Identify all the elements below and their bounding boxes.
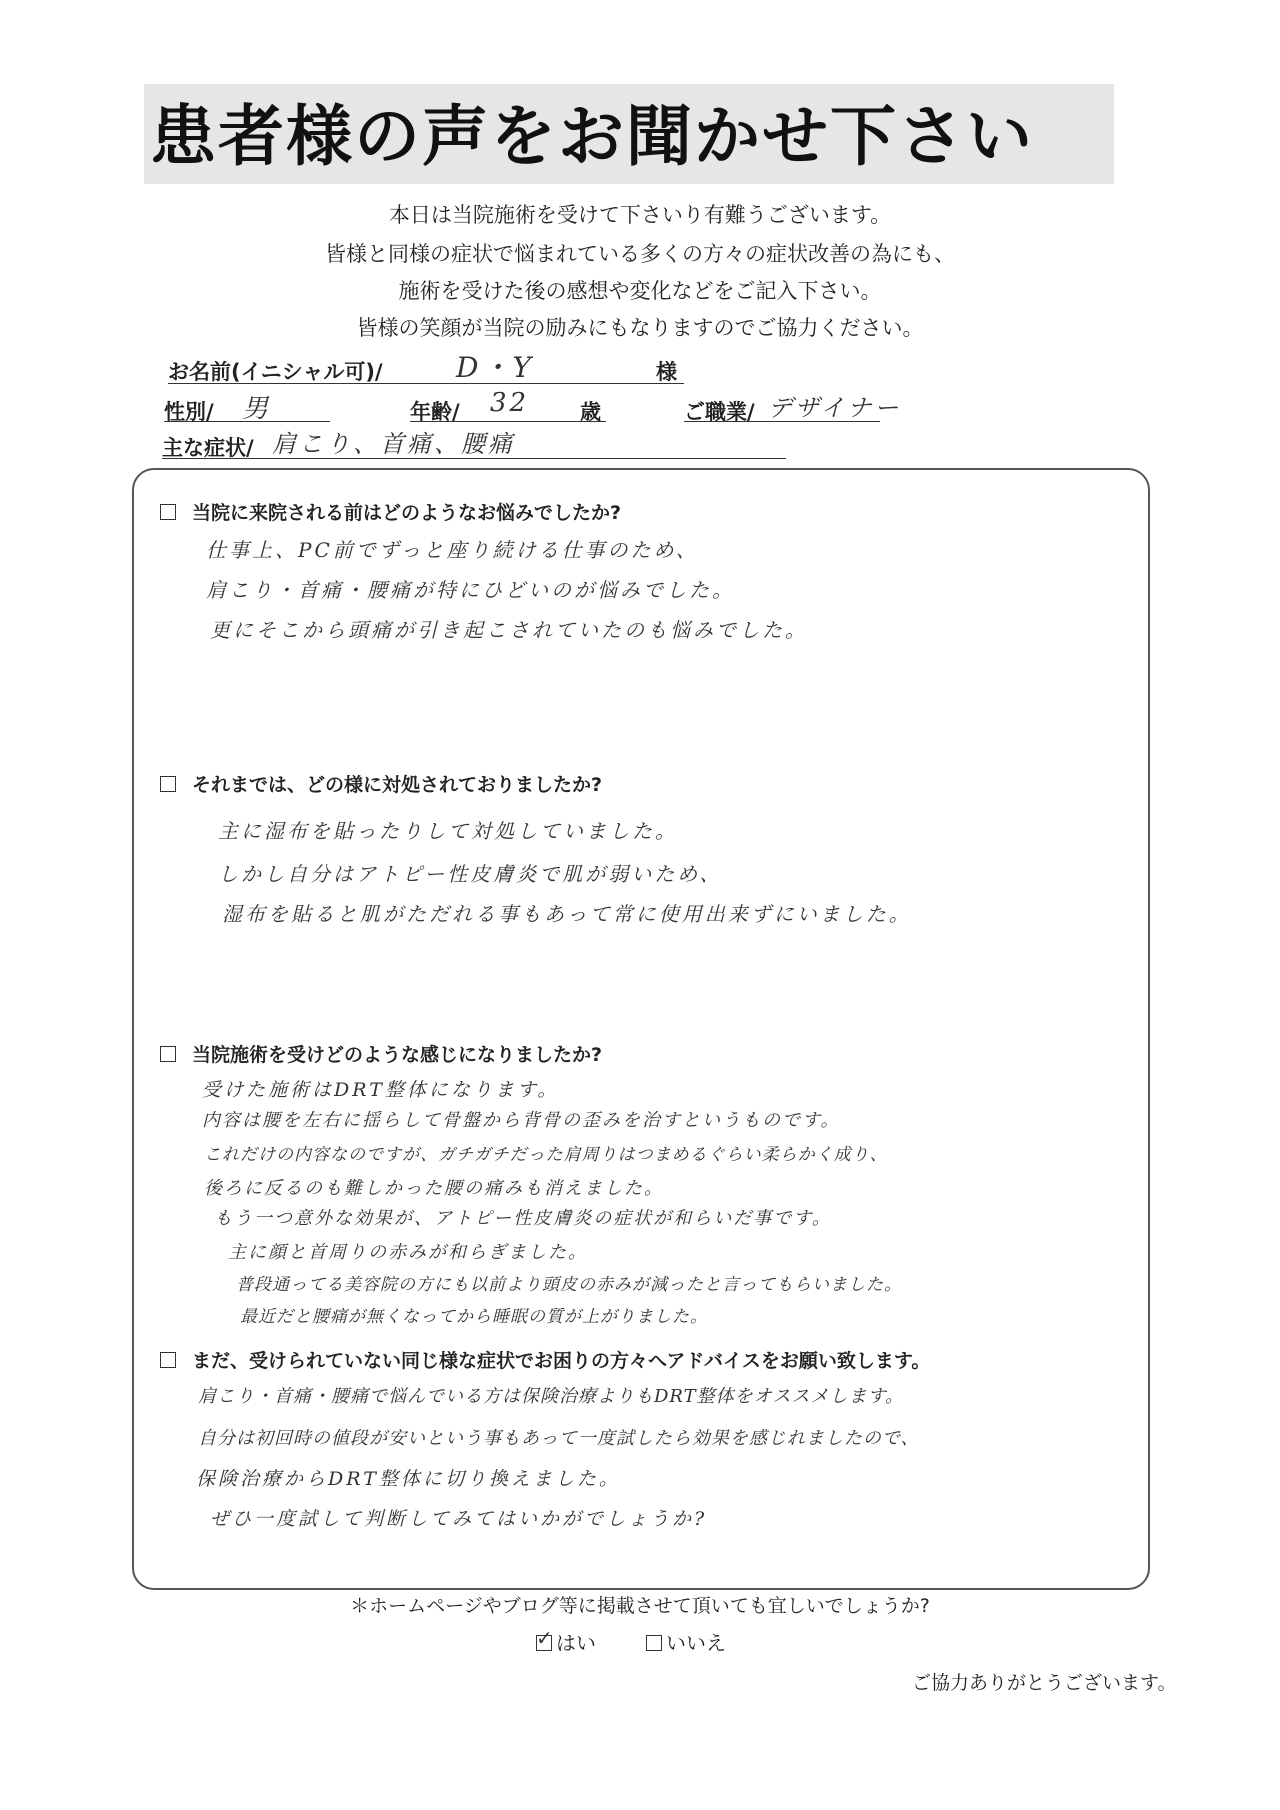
page-title: 患者様の声をお聞かせ下さい bbox=[150, 98, 1034, 175]
checkbox-checked-icon[interactable] bbox=[536, 1626, 553, 1651]
answer-line: 仕事上、PC前でずっと座り続ける仕事のため、 bbox=[206, 538, 699, 562]
symptom-label: 主な症状/ bbox=[162, 436, 254, 460]
answer-line: 最近だと腰痛が無くなってから睡眠の質が上がりました。 bbox=[240, 1307, 708, 1327]
answer-line: 主に湿布を貼ったりして対処していました。 bbox=[218, 819, 678, 843]
choice-yes-label: はい bbox=[556, 1631, 596, 1655]
check-mark-icon: ✓ bbox=[536, 1626, 553, 1650]
intro-line: 本日は当院施術を受けて下さいり有難うございます。 bbox=[388, 203, 892, 227]
intro-line: 皆様の笑顔が当院の励みにもなりますのでご協力ください。 bbox=[356, 316, 924, 340]
answer-line: 主に顔と首周りの赤みが和らぎました。 bbox=[228, 1242, 588, 1263]
intro-line: 施術を受けた後の感想や変化などをご記入下さい。 bbox=[398, 279, 882, 303]
question-4 bbox=[160, 1346, 930, 1373]
symptom-underline bbox=[162, 458, 786, 459]
age-label: 年齢/ bbox=[410, 400, 460, 424]
answer-line: 内容は腰を左右に揺らして骨盤から背骨の歪みを治すというものです。 bbox=[202, 1110, 841, 1131]
name-label: お名前(イニシャル可)/ bbox=[168, 360, 383, 384]
question-1 bbox=[160, 498, 621, 525]
checkbox-icon bbox=[160, 1352, 176, 1368]
age-suffix: 歳 bbox=[580, 400, 601, 424]
age-underline bbox=[410, 421, 606, 422]
checkbox-icon bbox=[160, 776, 176, 792]
question-text: まだ、受けられていない同じ様な症状でお困りの方々へアドバイスをお願い致します。 bbox=[192, 1350, 931, 1372]
intro-line: 皆様と同様の症状で悩まれている多くの方々の症状改善の為にも、 bbox=[325, 242, 955, 266]
answer-line: しかし自分はアトピー性皮膚炎で肌が弱いため、 bbox=[218, 862, 723, 886]
name-value: D・Y bbox=[456, 351, 534, 384]
answer-line: これだけの内容なのですが、ガチガチだった肩周りはつまめるぐらい柔らかく成り、 bbox=[204, 1145, 888, 1165]
answer-line: ぜひ一度試して判断してみてはいかがでしょうか? bbox=[210, 1508, 708, 1530]
choice-no[interactable] bbox=[646, 1627, 726, 1656]
question-text: それまでは、どの様に対処されておりましたか? bbox=[192, 774, 603, 796]
job-underline bbox=[684, 421, 880, 422]
answer-line: 普段通ってる美容院の方にも以前より頭皮の赤みが減ったと言ってもらいました。 bbox=[236, 1275, 902, 1295]
answer-line: 湿布を貼ると肌がただれる事もあって常に使用出来ずにいました。 bbox=[222, 902, 912, 926]
answer-line: 後ろに反るのも難しかった腰の痛みも消えました。 bbox=[204, 1178, 664, 1199]
thanks-message: ご協力ありがとうございます。 bbox=[912, 1672, 1177, 1694]
name-suffix: 様 bbox=[656, 360, 677, 384]
name-underline bbox=[168, 383, 684, 384]
answer-line: 自分は初回時の値段が安いという事もあって一度試したら効果を感じれましたので、 bbox=[198, 1428, 920, 1449]
checkbox-icon[interactable] bbox=[646, 1635, 662, 1651]
question-text: 当院に来院される前はどのようなお悩みでしたか? bbox=[192, 502, 622, 524]
answer-line: もう一つ意外な効果が、アトピー性皮膚炎の症状が和らいだ事です。 bbox=[214, 1208, 832, 1229]
job-value: デザイナー bbox=[768, 394, 902, 422]
question-3 bbox=[160, 1040, 602, 1067]
choice-no-label: いいえ bbox=[666, 1631, 726, 1655]
gender-underline bbox=[164, 421, 330, 422]
checkbox-icon bbox=[160, 504, 176, 520]
choice-yes[interactable] bbox=[536, 1627, 596, 1656]
answer-line: 肩こり・首痛・腰痛が特にひどいのが悩みでした。 bbox=[206, 578, 735, 602]
answer-line: 受けた施術はDRT整体になります。 bbox=[202, 1079, 560, 1101]
gender-label: 性別/ bbox=[164, 400, 214, 424]
answer-line: 肩こり・首痛・腰痛で悩んでいる方は保険治療よりもDRT整体をオススメします。 bbox=[198, 1386, 905, 1407]
age-value: 32 bbox=[490, 388, 530, 418]
answer-line: 更にそこから頭痛が引き起こされていたのも悩みでした。 bbox=[210, 618, 808, 642]
symptom-value: 肩こり、首痛、腰痛 bbox=[272, 430, 515, 458]
checkbox-icon bbox=[160, 1046, 176, 1062]
gender-value: 男 bbox=[242, 394, 272, 424]
job-label: ご職業/ bbox=[684, 400, 755, 424]
publish-permission-question: ＊ホームページやブログ等に掲載させて頂いても宜しいでしょうか? bbox=[350, 1595, 930, 1617]
question-text: 当院施術を受けどのような感じになりましたか? bbox=[192, 1044, 603, 1066]
question-2 bbox=[160, 770, 602, 797]
answer-line: 保険治療からDRT整体に切り換えました。 bbox=[196, 1468, 621, 1490]
